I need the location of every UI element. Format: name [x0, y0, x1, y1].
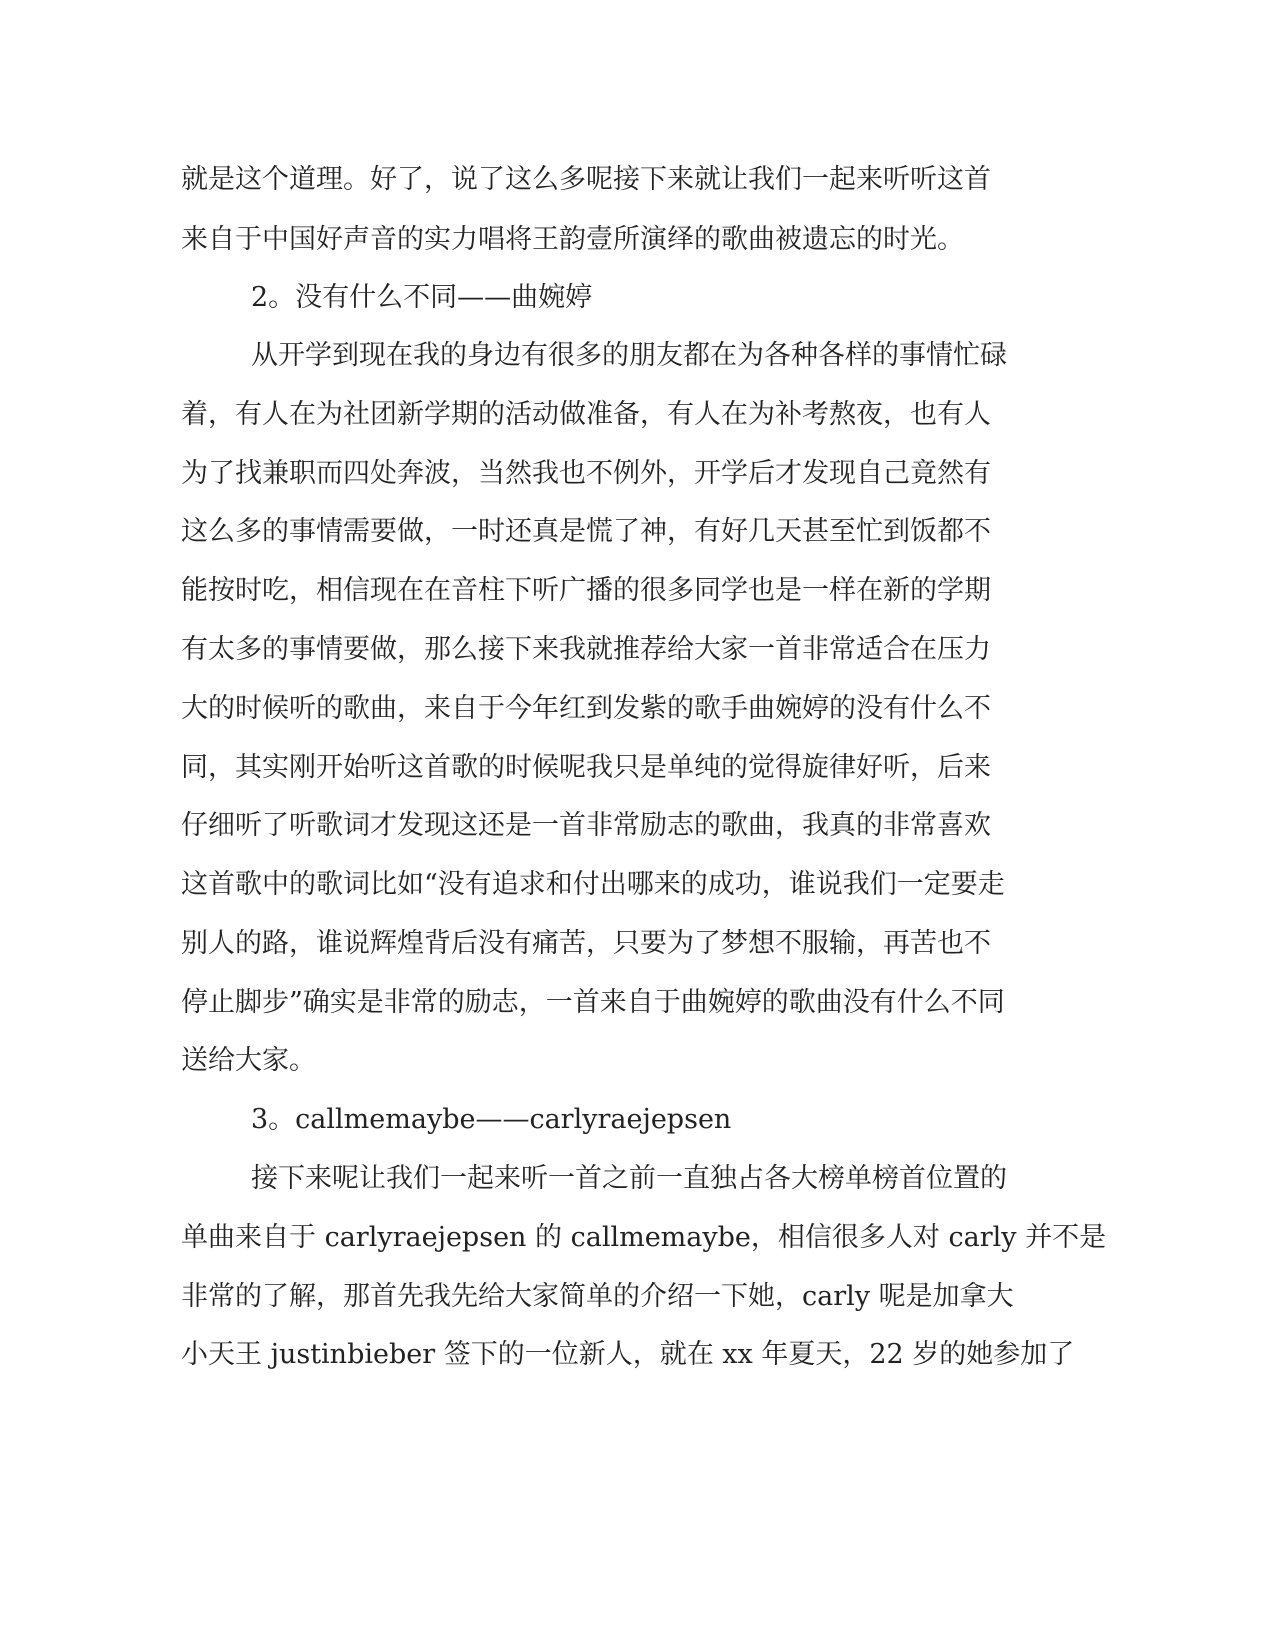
body-line-10: 大的时候听的歌曲，来自于今年红到发紫的歌手曲婉婷的没有什么不: [181, 693, 991, 724]
body-line-9: 有太多的事情要做，那么接下来我就推荐给大家一首非常适合在压力: [181, 634, 991, 665]
body-line-21: 小天王 justinbieber 签下的一位新人，就在 xx 年夏天，22 岁的她参加了: [181, 1339, 1075, 1370]
body-line-11: 同，其实刚开始听这首歌的时候呢我只是单纯的觉得旋律好听，后来: [181, 752, 991, 783]
body-line-15: 停止脚步”确实是非常的励志，一首来自于曲婉婷的歌曲没有什么不同: [181, 987, 1005, 1018]
section-heading-2: 2。没有什么不同——曲婉婷: [251, 282, 593, 313]
section-heading-3: 3。callmemaybe——carlyraejepsen: [251, 1104, 732, 1135]
body-line-2: 来自于中国好声音的实力唱将王韵壹所演绎的歌曲被遗忘的时光。: [181, 224, 964, 255]
body-line-13: 这首歌中的歌词比如“没有追求和付出哪来的成功，谁说我们一定要走: [181, 869, 1005, 900]
body-line-12: 仔细听了听歌词才发现这还是一首非常励志的歌曲，我真的非常喜欢: [181, 810, 991, 841]
body-line-1: 就是这个道理。好了，说了这么多呢接下来就让我们一起来听听这首: [181, 164, 991, 195]
body-line-20: 非常的了解，那首先我先给大家简单的介绍一下她，carly 呢是加拿大: [181, 1281, 1014, 1312]
body-line-14: 别人的路，谁说辉煌背后没有痛苦，只要为了梦想不服输，再苦也不: [181, 928, 991, 959]
body-line-18: 接下来呢让我们一起来听一首之前一直独占各大榜单榜首位置的: [251, 1163, 1007, 1194]
body-line-19: 单曲来自于 carlyraejepsen 的 callmemaybe，相信很多人对 carly 并不是: [181, 1222, 1107, 1253]
body-line-16: 送给大家。: [181, 1045, 316, 1076]
body-line-4: 从开学到现在我的身边有很多的朋友都在为各种各样的事情忙碌: [251, 340, 1007, 371]
body-line-7: 这么多的事情需要做，一时还真是慌了神，有好几天甚至忙到饭都不: [181, 516, 991, 547]
body-line-6: 为了找兼职而四处奔波，当然我也不例外，开学后才发现自己竟然有: [181, 458, 991, 489]
body-line-8: 能按时吃，相信现在在音柱下听广播的很多同学也是一样在新的学期: [181, 575, 991, 606]
body-line-5: 着，有人在为社团新学期的活动做准备，有人在为补考熬夜，也有人: [181, 399, 991, 430]
